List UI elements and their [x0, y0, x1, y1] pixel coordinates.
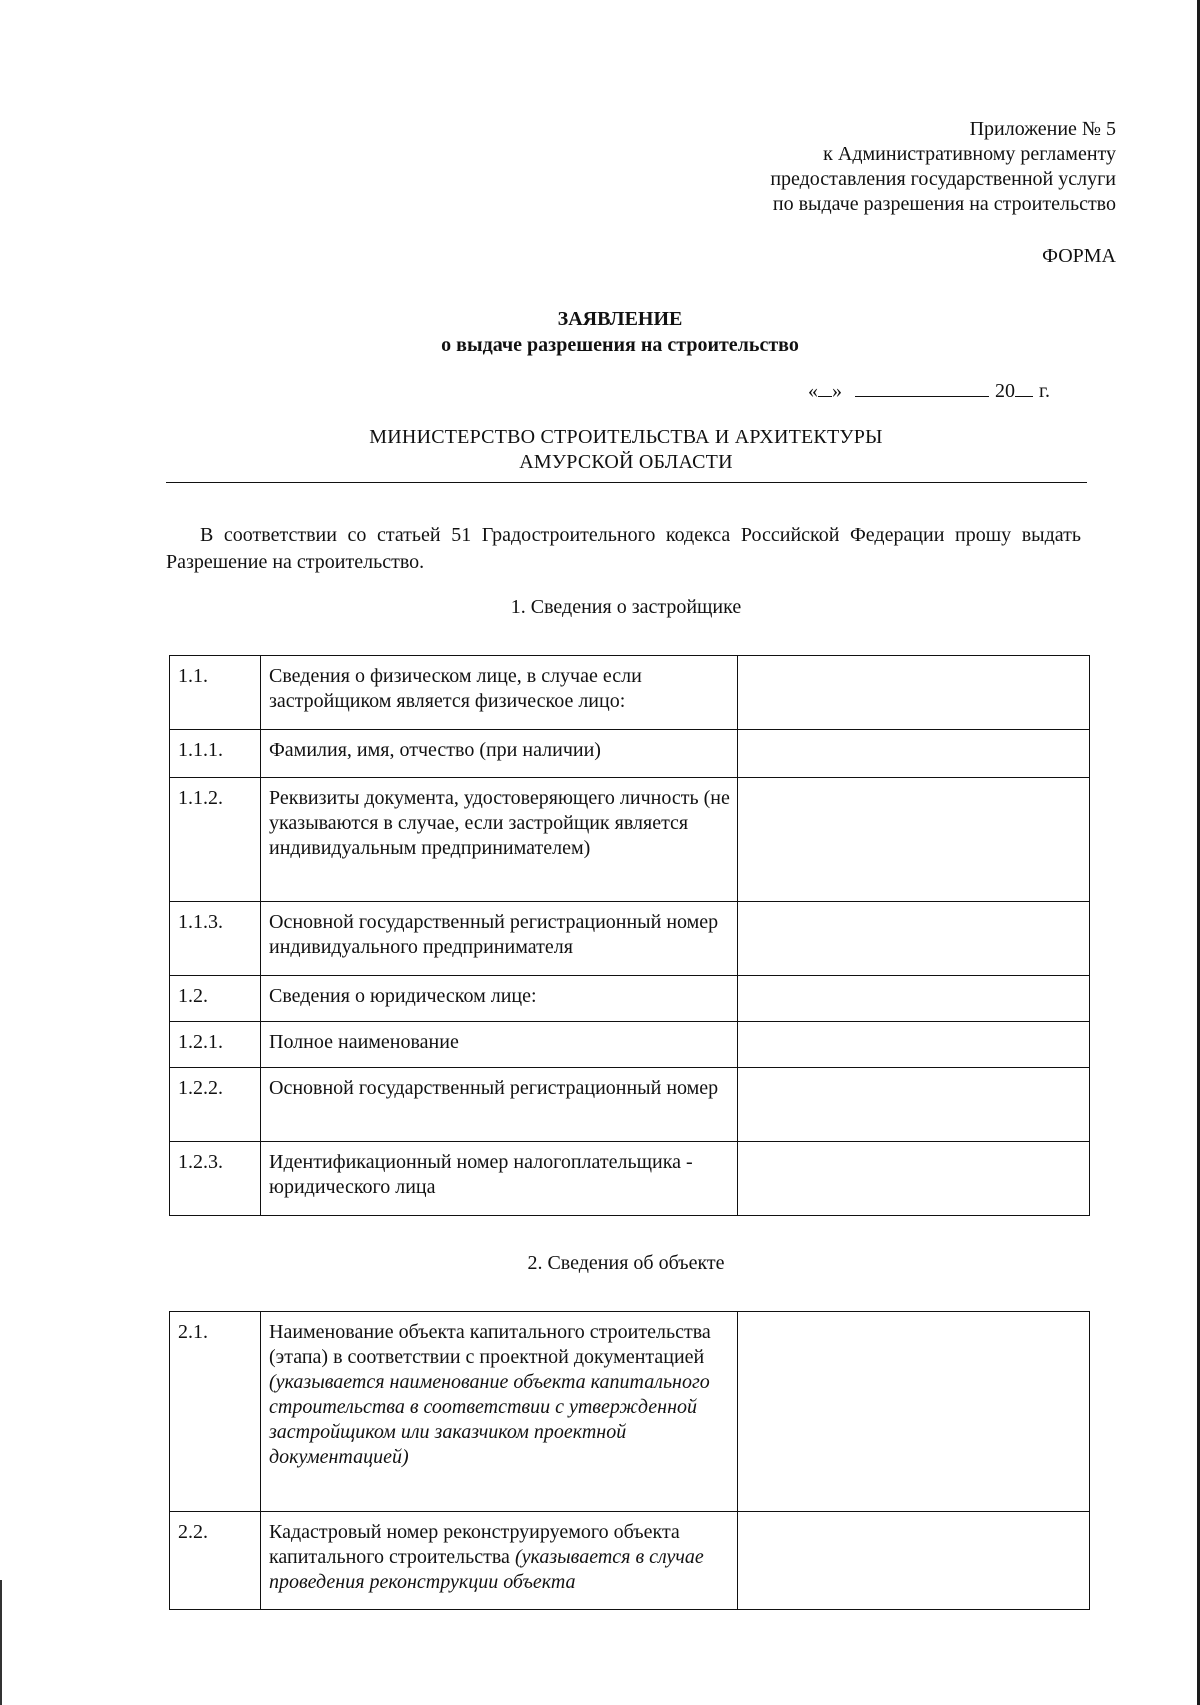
section2-table: [169, 1311, 1090, 1610]
row-description: Реквизиты документа, удостоверяющего личность (не указываются в случае, если застройщик является индивидуальным предпринимателем): [261, 778, 738, 902]
table-row: [170, 1022, 1090, 1068]
table-row: [170, 976, 1090, 1022]
appendix-line: по выдаче разрешения на строительство: [772, 193, 1116, 215]
row-value-field[interactable]: [738, 778, 1090, 902]
row-note: (указывается в случае проведения реконструкции объекта: [269, 1546, 704, 1593]
row-value-field[interactable]: [738, 730, 1090, 778]
month-blank: [855, 378, 989, 397]
ministry-line: МИНИСТЕРСТВО СТРОИТЕЛЬСТВА И АРХИТЕКТУРЫ: [369, 426, 883, 448]
row-number: 1.1.3.: [170, 902, 261, 976]
row-description: Основной государственный регистрационный номер индивидуального предпринимателя: [261, 902, 738, 976]
table-row: [170, 730, 1090, 778]
table-row: [170, 778, 1090, 902]
row-description: Идентификационный номер налогоплательщика - юридического лица: [261, 1142, 738, 1216]
row-number: 1.2.2.: [170, 1068, 261, 1142]
row-value-field[interactable]: [738, 1312, 1090, 1512]
table-row: [170, 1068, 1090, 1142]
day-blank: [818, 378, 832, 397]
row-number: 1.2.1.: [170, 1022, 261, 1068]
row-text: Кадастровый номер реконструируемого объекта капитального строительства: [269, 1521, 680, 1568]
title-main: ЗАЯВЛЕНИЕ: [557, 308, 683, 330]
table-row: [170, 1512, 1090, 1610]
section2-title: 2. Сведения об объекте: [527, 1252, 725, 1274]
section1-title: 1. Сведения о застройщике: [510, 596, 742, 618]
ministry-name: [166, 425, 1086, 475]
section1-table: [169, 655, 1090, 1216]
row-value-field[interactable]: [738, 1512, 1090, 1610]
date-close-quote: »: [832, 380, 842, 402]
date-line: [808, 378, 1050, 403]
row-value-field[interactable]: [738, 1068, 1090, 1142]
row-number: 1.2.3.: [170, 1142, 261, 1216]
table-row: [170, 656, 1090, 730]
row-description: Основной государственный регистрационный номер: [261, 1068, 738, 1142]
title-subtitle: о выдаче разрешения на строительство: [441, 334, 799, 356]
row-value-field[interactable]: [738, 656, 1090, 730]
row-number: 1.2.: [170, 976, 261, 1022]
ministry-line: АМУРСКОЙ ОБЛАСТИ: [519, 451, 733, 473]
row-number: 2.2.: [170, 1512, 261, 1610]
row-description: [261, 1312, 738, 1512]
row-number: 1.1.1.: [170, 730, 261, 778]
table-row: [170, 902, 1090, 976]
row-text: Наименование объекта капитального строительства (этапа) в соответствии с проектной документацией: [269, 1321, 711, 1368]
year-blank: [1015, 378, 1033, 397]
scan-edge-left: [0, 1580, 2, 1705]
row-note: (указывается наименование объекта капитального строительства в соответствии с утвержденной застройщиком или заказчиком проектной документацией): [269, 1371, 710, 1468]
year-prefix: 20: [995, 380, 1015, 402]
document-title: [160, 306, 1080, 358]
appendix-header: [770, 117, 1116, 217]
table-row: [170, 1142, 1090, 1216]
ministry-underline: [166, 482, 1087, 483]
row-description: Сведения о физическом лице, в случае если застройщиком является физическое лицо:: [261, 656, 738, 730]
row-value-field[interactable]: [738, 1142, 1090, 1216]
form-label: ФОРМА: [1042, 245, 1116, 267]
row-value-field[interactable]: [738, 1022, 1090, 1068]
year-suffix: г.: [1039, 380, 1050, 402]
row-number: 1.1.: [170, 656, 261, 730]
row-description: Сведения о юридическом лице:: [261, 976, 738, 1022]
date-open-quote: «: [808, 380, 818, 402]
row-number: 2.1.: [170, 1312, 261, 1512]
row-description: Полное наименование: [261, 1022, 738, 1068]
row-description: Фамилия, имя, отчество (при наличии): [261, 730, 738, 778]
row-number: 1.1.2.: [170, 778, 261, 902]
row-value-field[interactable]: [738, 902, 1090, 976]
appendix-line: к Административному регламенту: [823, 143, 1116, 165]
appendix-line: предоставления государственной услуги: [770, 168, 1116, 190]
table-row: [170, 1312, 1090, 1512]
row-description: [261, 1512, 738, 1610]
appendix-line: Приложение № 5: [969, 118, 1116, 140]
intro-paragraph: В соответствии со статьей 51 Градостроительного кодекса Российской Федерации прошу выдать Разрешение на строительство.: [166, 524, 1081, 573]
row-value-field[interactable]: [738, 976, 1090, 1022]
